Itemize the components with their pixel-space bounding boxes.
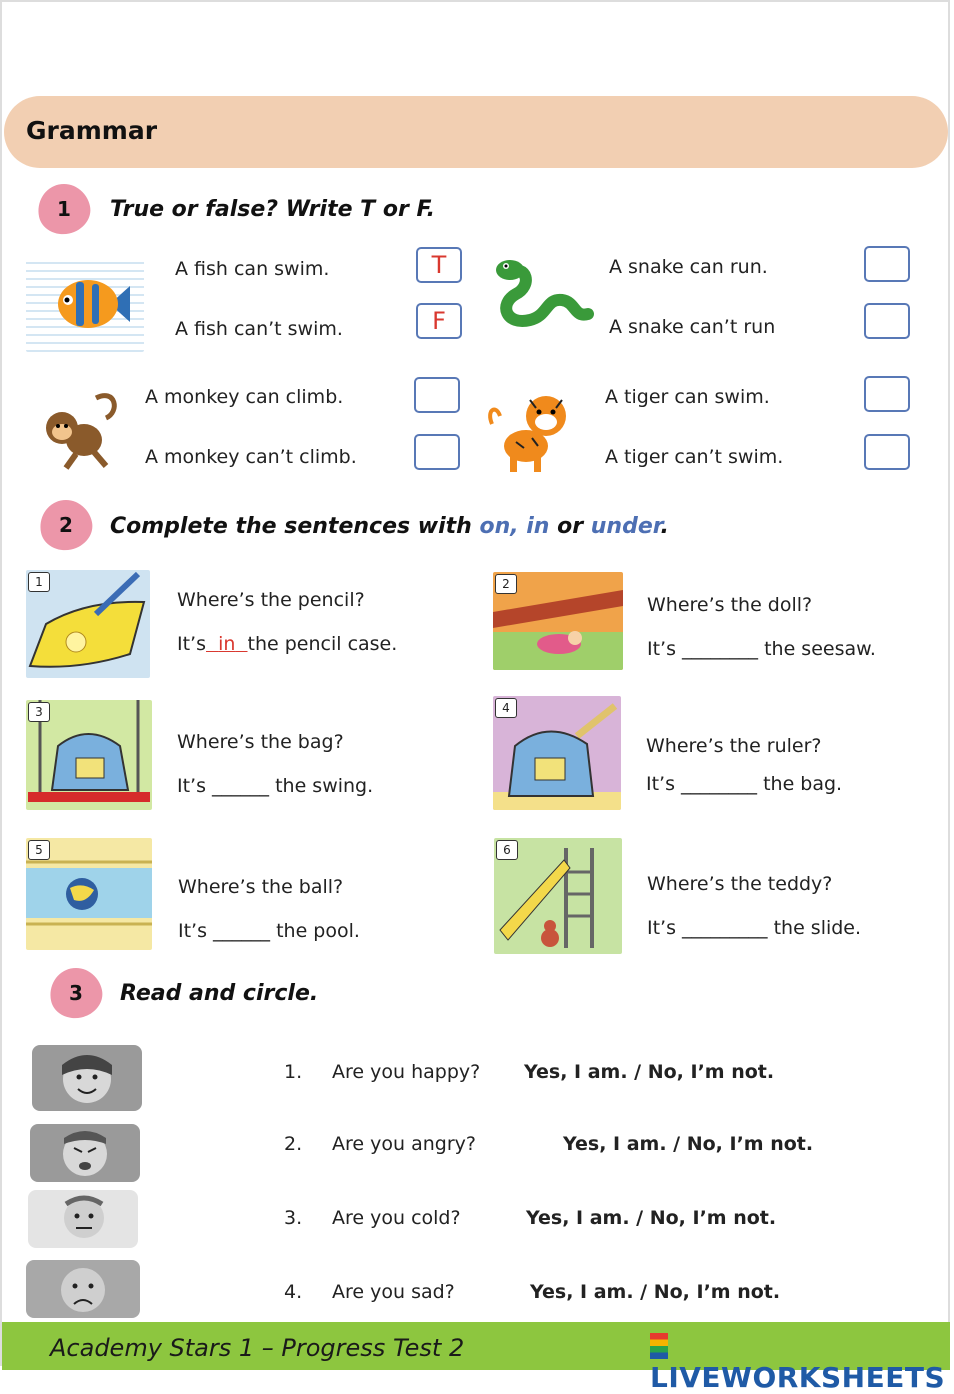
- ex3-options-4[interactable]: Yes, I am. / No, I’m not.: [530, 1281, 781, 1303]
- liveworksheets-logo[interactable]: [650, 1328, 954, 1394]
- ex1-answer-box-2[interactable]: F: [416, 303, 462, 339]
- ex1-sentence-2: A fish can’t swim.: [175, 318, 343, 340]
- ex3-question-3: Are you cold?: [332, 1207, 461, 1229]
- ex3-number-4: 4.: [284, 1281, 303, 1303]
- monkey-image: [36, 388, 120, 474]
- ex1-sentence-5: A monkey can climb.: [145, 386, 344, 408]
- word-or: or: [549, 514, 591, 539]
- ex2-sentence-4[interactable]: It’s ________ the bag.: [646, 773, 843, 795]
- ex3-options-1[interactable]: Yes, I am. / No, I’m not.: [524, 1061, 775, 1083]
- fish-image: [26, 256, 144, 352]
- exercise-3-number: 3: [69, 981, 83, 1006]
- instruction-text: Complete the sentences with: [110, 514, 480, 539]
- happy-face-image: [32, 1045, 142, 1111]
- pencil-case-image: [26, 570, 150, 678]
- slide-teddy-image: [494, 838, 622, 954]
- picture-number-1: 1: [28, 572, 50, 592]
- ex1-answer-box-4[interactable]: [864, 303, 910, 339]
- answer-text: in: [218, 633, 236, 655]
- footer-title: Academy Stars 1 – Progress Test 2: [50, 1334, 465, 1362]
- ex2-question-3: Where’s the bag?: [177, 731, 344, 753]
- sad-face-image: [26, 1260, 140, 1318]
- ex3-number-2: 2.: [284, 1133, 303, 1155]
- picture-number-5: 5: [28, 840, 50, 860]
- exercise-3-badge: [45, 963, 106, 1023]
- section-title: Grammar: [26, 116, 158, 145]
- ex2-sentence-5[interactable]: It’s ______ the pool.: [178, 920, 360, 942]
- exercise-2-badge: [35, 495, 96, 555]
- ex3-options-2[interactable]: Yes, I am. / No, I’m not.: [563, 1133, 814, 1155]
- picture-number-2: 2: [495, 574, 517, 594]
- ex1-answer-box-5[interactable]: [414, 377, 460, 413]
- ex1-sentence-3: A snake can run.: [609, 256, 768, 278]
- exercise-1-badge: [33, 179, 94, 239]
- ex1-sentence-1: A fish can swim.: [175, 258, 330, 280]
- ex3-options-3[interactable]: Yes, I am. / No, I’m not.: [526, 1207, 777, 1229]
- ex1-answer-box-8[interactable]: [864, 434, 910, 470]
- ex1-answer-box-7[interactable]: [864, 376, 910, 412]
- ex2-sentence-6[interactable]: It’s _________ the slide.: [647, 917, 862, 939]
- picture-number-6: 6: [496, 840, 518, 860]
- ex1-sentence-6: A monkey can’t climb.: [145, 446, 357, 468]
- sentence-end: the pencil case.: [247, 633, 398, 655]
- exercise-2-instruction: [110, 514, 669, 539]
- exercise-2-number: 2: [59, 513, 73, 538]
- word-on: on,: [479, 514, 519, 539]
- ex3-number-3: 3.: [284, 1207, 303, 1229]
- ex2-question-1: Where’s the pencil?: [177, 589, 365, 611]
- sentence-start: It’s: [177, 633, 206, 655]
- ex2-answer-1[interactable]: [206, 633, 248, 655]
- ex3-question-4: Are you sad?: [332, 1281, 455, 1303]
- ex1-sentence-4: A snake can’t run: [609, 316, 776, 338]
- picture-number-3: 3: [28, 702, 50, 722]
- ex2-sentence-1: [177, 633, 397, 655]
- ex1-answer-box-3[interactable]: [864, 246, 910, 282]
- ex3-number-1: 1.: [284, 1061, 303, 1083]
- ex3-question-1: Are you happy?: [332, 1061, 481, 1083]
- instruction-period: .: [660, 514, 669, 539]
- angry-face-image: [30, 1124, 140, 1182]
- ex1-sentence-7: A tiger can swim.: [605, 386, 770, 408]
- word-in: in: [526, 514, 550, 539]
- ex2-sentence-3[interactable]: It’s ______ the swing.: [177, 775, 374, 797]
- ex2-question-4: Where’s the ruler?: [646, 735, 822, 757]
- cold-face-image: [28, 1190, 138, 1248]
- exercise-1-number: 1: [57, 197, 71, 222]
- ex2-question-6: Where’s the teddy?: [647, 873, 833, 895]
- ex1-answer-box-6[interactable]: [414, 434, 460, 470]
- pool-ball-image: [26, 838, 152, 950]
- ex1-sentence-8: A tiger can’t swim.: [605, 446, 784, 468]
- seesaw-image: [493, 572, 623, 670]
- ruler-bag-image: [493, 696, 621, 810]
- picture-number-4: 4: [495, 698, 517, 718]
- ex1-answer-box-1[interactable]: T: [416, 247, 462, 283]
- ex2-question-2: Where’s the doll?: [647, 594, 813, 616]
- ex2-question-5: Where’s the ball?: [178, 876, 344, 898]
- swing-bag-image: [26, 700, 152, 810]
- snake-image: [488, 254, 596, 332]
- ex2-sentence-2[interactable]: It’s ________ the seesaw.: [647, 638, 876, 660]
- logo-mark-icon: [650, 1333, 668, 1359]
- tiger-image: [486, 390, 574, 474]
- ex3-question-2: Are you angry?: [332, 1133, 476, 1155]
- logo-text: LIVEWORKSHEETS: [650, 1361, 946, 1394]
- exercise-3-instruction: Read and circle.: [120, 981, 319, 1006]
- word-under: under: [590, 514, 661, 539]
- exercise-1-instruction: True or false? Write T or F.: [110, 197, 435, 222]
